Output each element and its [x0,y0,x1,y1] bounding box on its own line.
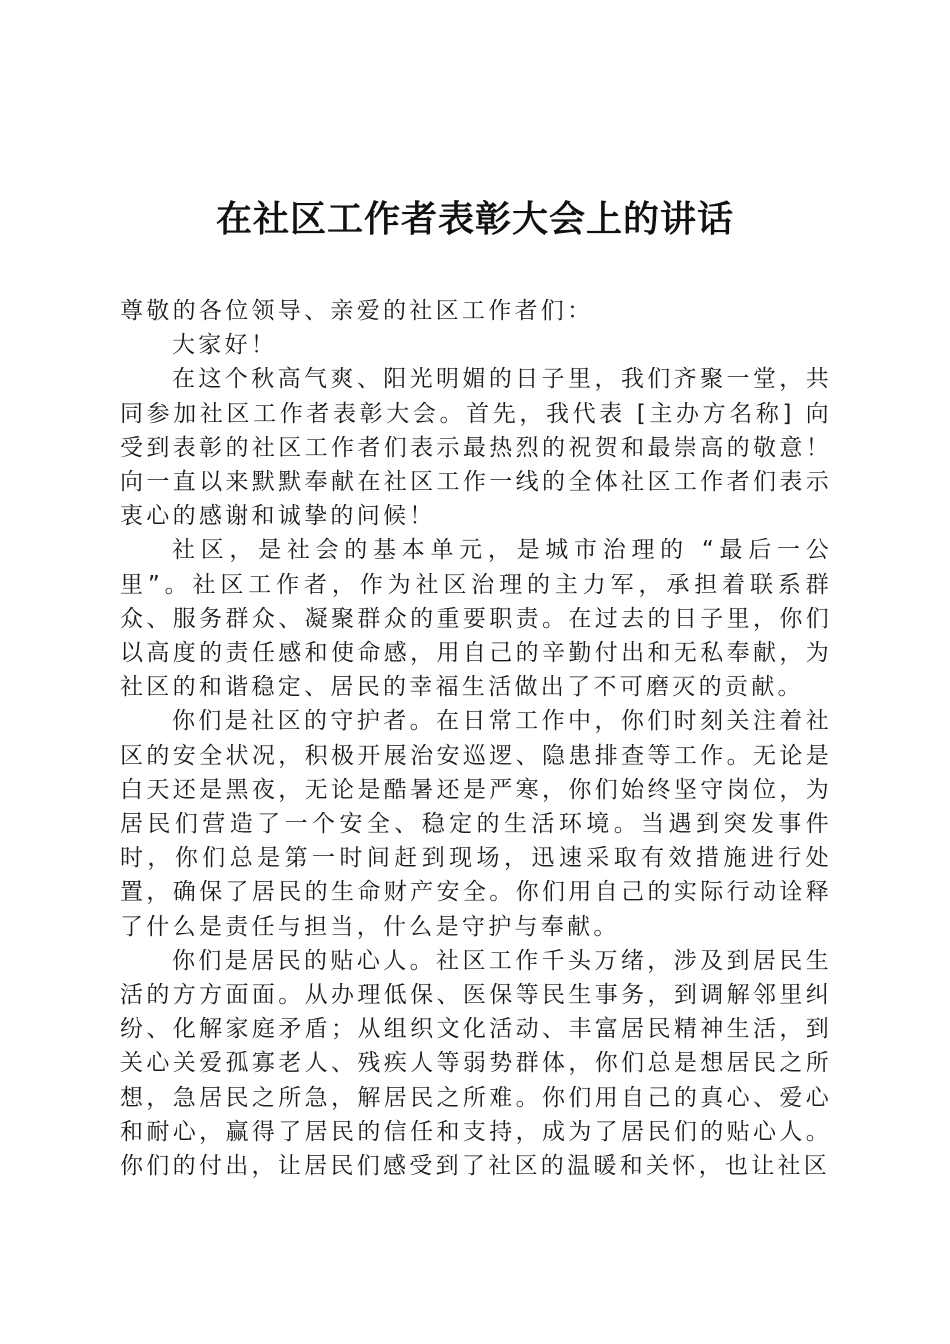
paragraph-community-role: 社区，是社会的基本单元，是城市治理的 “最后一公里”。社区工作者，作为社区治理的主力军，承担着联系群众、服务群众、凝聚群众的重要职责。在过去的日子里，你们以高度的责任感和使命感，用自己的辛勤付出和无私奉献，为社区的和谐稳定、居民的幸福生活做出了不可磨灭的贡献。 [120,537,832,701]
document-title: 在社区工作者表彰大会上的讲话 [215,198,734,240]
document-body [120,294,832,1183]
salutation: 尊敬的各位领导、亲爱的社区工作者们： [120,298,594,324]
paragraph-guardians: 你们是社区的守护者。在日常工作中，你们时刻关注着社区的安全状况，积极开展治安巡逻、隐患排查等工作。无论是白天还是黑夜，无论是酷暑还是严寒，你们始终坚守岗位，为居民们营造了一个安全、稳定的生活环境。当遇到突发事件时，你们总是第一时间赶到现场，迅速采取有效措施进行处置，确保了居民的生命财产安全。你们用自己的实际行动诠释了什么是责任与担当，什么是守护与奉献。 [120,708,832,940]
paragraph-greeting: 大家好！ [172,332,278,359]
paragraph-caring-people: 你们是居民的贴心人。社区工作千头万绪，涉及到居民生活的方方面面。从办理低保、医保等民生事务，到调解邻里纠纷、化解家庭矛盾；从组织文化活动、丰富居民精神生活，到关心关爱孤寡老人、残疾人等弱势群体，你们总是想居民之所想，急居民之所急，解居民之所难。你们用自己的真心、爱心和耐心，赢得了居民的信任和支持，成为了居民们的贴心人。你们的付出，让居民们感受到了社区的温暖和关怀，也让社区 [120,947,832,1180]
paragraph-opening: 在这个秋高气爽、阳光明媚的日子里，我们齐聚一堂，共同参加社区工作者表彰大会。首先，我代表 [主办方名称] 向受到表彰的社区工作者们表示最热烈的祝贺和最崇高的敬意！向一直以来默默奉献在社区工作一线的全体社区工作者们表示衷心的感谢和诚挚的问候！ [120,366,832,530]
